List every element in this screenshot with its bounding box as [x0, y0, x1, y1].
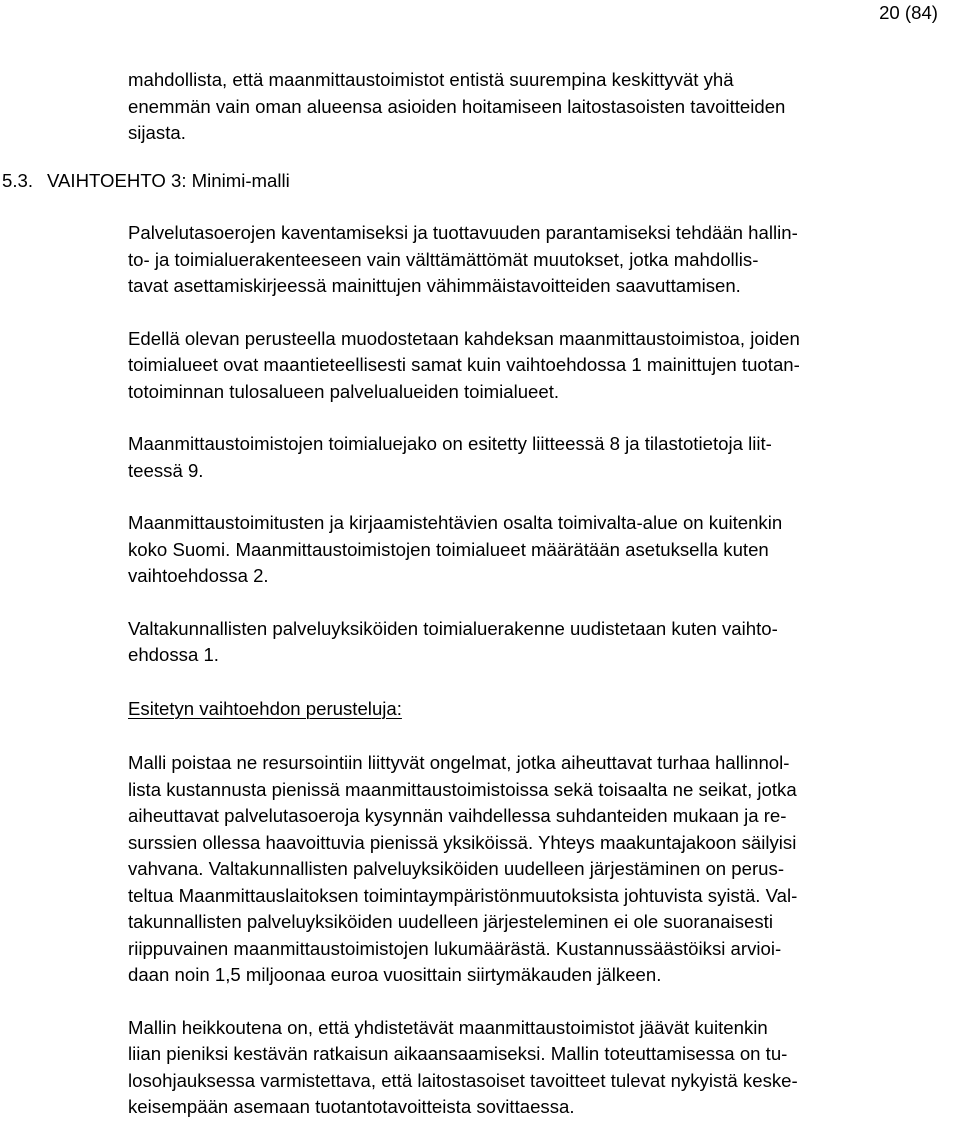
- text-line: vaihtoehdossa 2.: [128, 565, 269, 586]
- section-number: 5.3.: [2, 170, 34, 191]
- text-line: daan noin 1,5 miljoonaa euroa vuosittain siirtymäkauden jälkeen.: [128, 964, 662, 985]
- document-body: [128, 67, 940, 147]
- text-line: enemmän vain oman alueensa asioiden hoitamiseen laitostasoisten tavoitteiden: [128, 95, 786, 117]
- page-number: 20 (84): [879, 2, 938, 23]
- text-line: sijasta.: [128, 122, 186, 143]
- section-heading: [1, 168, 290, 195]
- subheading-text: Esitetyn vaihtoehdon perusteluja:: [128, 697, 402, 719]
- rationale-paragraph-2: [128, 1015, 940, 1121]
- paragraph-1: [128, 220, 940, 300]
- text-line: surssien ollessa haavoittuvia pienissä yksiköissä. Yhteys maakuntajakoon säilyisi: [128, 831, 797, 853]
- text-line: toimialueet ovat maantieteellisesti samat kuin vaihtoehdossa 1 mainittujen tuotan-: [128, 354, 800, 375]
- text-line: koko Suomi. Maanmittaustoimistojen toimialueet määrätään asetuksella kuten: [128, 538, 769, 560]
- text-line: ehdossa 1.: [128, 644, 219, 665]
- intro-paragraph: [128, 67, 940, 147]
- text-line: riippuvainen maanmittaustoimistojen lukumäärästä. Kustannussäästöiksi arvioi-: [128, 937, 782, 959]
- text-line: Mallin heikkoutena on, että yhdistetävät maanmittaustoimistot jäävät kuitenkin: [128, 1016, 768, 1038]
- text-line: Malli poistaa ne resursointiin liittyvät ongelmat, jotka aiheuttavat turhaa hallinnol-: [128, 752, 790, 773]
- text-line: tavat asettamiskirjeessä mainittujen vähimmäistavoitteiden saavuttamisen.: [128, 275, 741, 296]
- section-body: [128, 220, 940, 1121]
- paragraph-5: [128, 616, 940, 669]
- text-line: aiheuttavat palvelutasoeroja kysynnän vaihdellessa suhdanteiden mukaan ja re-: [128, 805, 787, 826]
- text-line: takunnallisten palveluyksiköiden uudelleen järjesteleminen ei ole suoranaisesti: [128, 911, 773, 932]
- text-line: lista kustannusta pienissä maanmittaustoimistoissa sekä toisaalta ne seikat, jotka: [128, 778, 797, 800]
- paragraph-4: [128, 510, 940, 590]
- text-line: teltua Maanmittauslaitoksen toimintaympäristönmuutoksista johtuvista syistä. Val-: [128, 884, 798, 906]
- section-title: VAIHTOEHTO 3: Minimi-malli: [47, 170, 290, 191]
- paragraph-3: [128, 431, 940, 484]
- text-line: vahvana. Valtakunnallisten palveluyksiköiden uudelleen järjestäminen on perus-: [128, 858, 785, 879]
- text-line: liian pieniksi kestävän ratkaisun aikaansaamiseksi. Mallin toteuttamisessa on tu-: [128, 1043, 788, 1064]
- text-line: Palvelutasoerojen kaventamiseksi ja tuottavuuden parantamiseksi tehdään hallin-: [128, 222, 798, 243]
- text-line: totoiminnan tulosalueen palvelualueiden toimialueet.: [128, 380, 560, 402]
- text-line: Maanmittaustoimitusten ja kirjaamistehtävien osalta toimivalta-alue on kuitenkin: [128, 512, 783, 533]
- rationale-paragraph-1: [128, 750, 940, 989]
- text-line: Valtakunnallisten palveluyksiköiden toimialuerakenne uudistetaan kuten vaihto-: [128, 617, 778, 639]
- text-line: teessä 9.: [128, 459, 204, 481]
- text-line: keisempään asemaan tuotantotavoitteista sovittaessa.: [128, 1096, 575, 1117]
- text-line: mahdollista, että maanmittaustoimistot entistä suurempina keskittyvät yhä: [128, 69, 734, 90]
- text-line: Edellä olevan perusteella muodostetaan kahdeksan maanmittaustoimistoa, joiden: [128, 327, 800, 349]
- text-line: Maanmittaustoimistojen toimialuejako on esitetty liitteessä 8 ja tilastotietoja liit-: [128, 433, 772, 454]
- text-line: losohjauksessa varmistettava, että laitostasoiset tavoitteet tulevat nykyistä keske-: [128, 1069, 798, 1091]
- paragraph-2: [128, 326, 940, 406]
- text-line: to- ja toimialuerakenteeseen vain välttämättömät muutokset, jotka mahdollis-: [128, 248, 759, 270]
- rationale-subheading: [128, 696, 940, 723]
